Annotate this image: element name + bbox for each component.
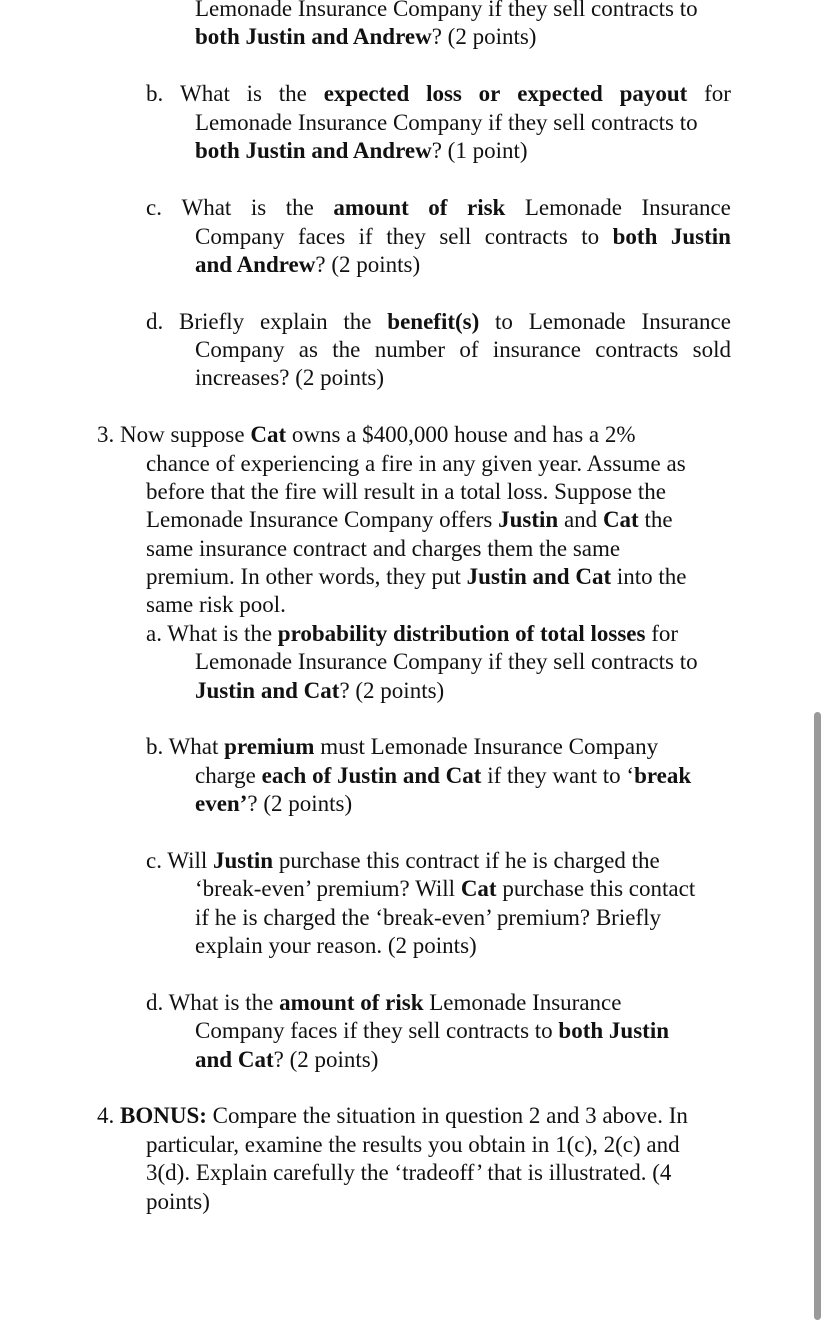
- q3c-text-line-4: explain your reason. (2 points): [195, 933, 477, 958]
- q3d-text-line-3: and Cat? (2 points): [195, 1047, 379, 1072]
- vertical-scrollbar[interactable]: [814, 712, 821, 1320]
- q3-text-line-7: same risk pool.: [146, 592, 286, 617]
- q3-text-line-5: same insurance contract and charges them the same: [146, 536, 621, 561]
- q4-text-line-1: 4. BONUS: Compare the situation in question 2 and 3 above. In: [97, 1103, 688, 1128]
- q3d-text-line-1: d. What is the amount of risk Lemonade Insurance: [146, 990, 622, 1015]
- q3-text-line-1: 3. Now suppose Cat owns a $400,000 house and has a 2%: [97, 422, 636, 447]
- q3-text-line-2: chance of experiencing a fire in any given year. Assume as: [146, 451, 686, 476]
- q3c-text-line-2: ‘break-even’ premium? Will Cat purchase this contact: [195, 876, 696, 901]
- q2b-text-line-3: both Justin and Andrew? (1 point): [195, 138, 528, 163]
- q3d-text-line-2: Company faces if they sell contracts to both Justin: [195, 1018, 669, 1043]
- q3-text-line-4: Lemonade Insurance Company offers Justin and Cat the: [146, 507, 673, 532]
- q3a-text-line-2: Lemonade Insurance Company if they sell contracts to: [195, 649, 698, 674]
- q4-text-line-2: particular, examine the results you obtain in 1(c), 2(c) and: [146, 1132, 680, 1157]
- q3c-text-line-1: c. Will Justin purchase this contract if he is charged the: [146, 848, 660, 873]
- q3b-text-line-3: even’? (2 points): [195, 791, 353, 816]
- q3a-text-line-3: Justin and Cat? (2 points): [195, 678, 445, 703]
- q4-text-line-4: points): [146, 1189, 210, 1214]
- q3c-text-line-3: if he is charged the ‘break-even’ premium? Briefly: [195, 905, 661, 930]
- q2c-text-line-1: c. What is the amount of risk Lemonade Insurance: [146, 195, 731, 220]
- q2d-text-line-1: d. Briefly explain the benefit(s) to Lemonade Insurance: [146, 309, 731, 334]
- q3b-text-line-2: charge each of Justin and Cat if they want to ‘break: [195, 763, 692, 788]
- q4-text-line-3: 3(d). Explain carefully the ‘tradeoff’ that is illustrated. (4: [146, 1160, 672, 1185]
- q3b-text-line-1: b. What premium must Lemonade Insurance Company: [146, 734, 659, 759]
- q2d-text-line-3: increases? (2 points): [195, 365, 385, 390]
- q3a-text-line-1: a. What is the probability distribution of total losses for: [146, 621, 679, 646]
- q2d-text-line-2: Company as the number of insurance contracts sold: [195, 337, 731, 362]
- q2c-text-line-2: Company faces if they sell contracts to both Justin: [195, 224, 731, 249]
- q2c-text-line-3: and Andrew? (2 points): [195, 252, 421, 277]
- q3-text-line-6: premium. In other words, they put Justin and Cat into the: [146, 564, 687, 589]
- q2b-text-line-2: Lemonade Insurance Company if they sell contracts to: [195, 110, 698, 135]
- q2a-text-line-1: Lemonade Insurance Company if they sell contracts to: [195, 0, 698, 21]
- q3-text-line-3: before that the fire will result in a total loss. Suppose the: [146, 479, 666, 504]
- q2a-text-line-2: both Justin and Andrew? (2 points): [195, 24, 537, 49]
- q2b-text-line-1: b. What is the expected loss or expected payout for: [146, 81, 731, 106]
